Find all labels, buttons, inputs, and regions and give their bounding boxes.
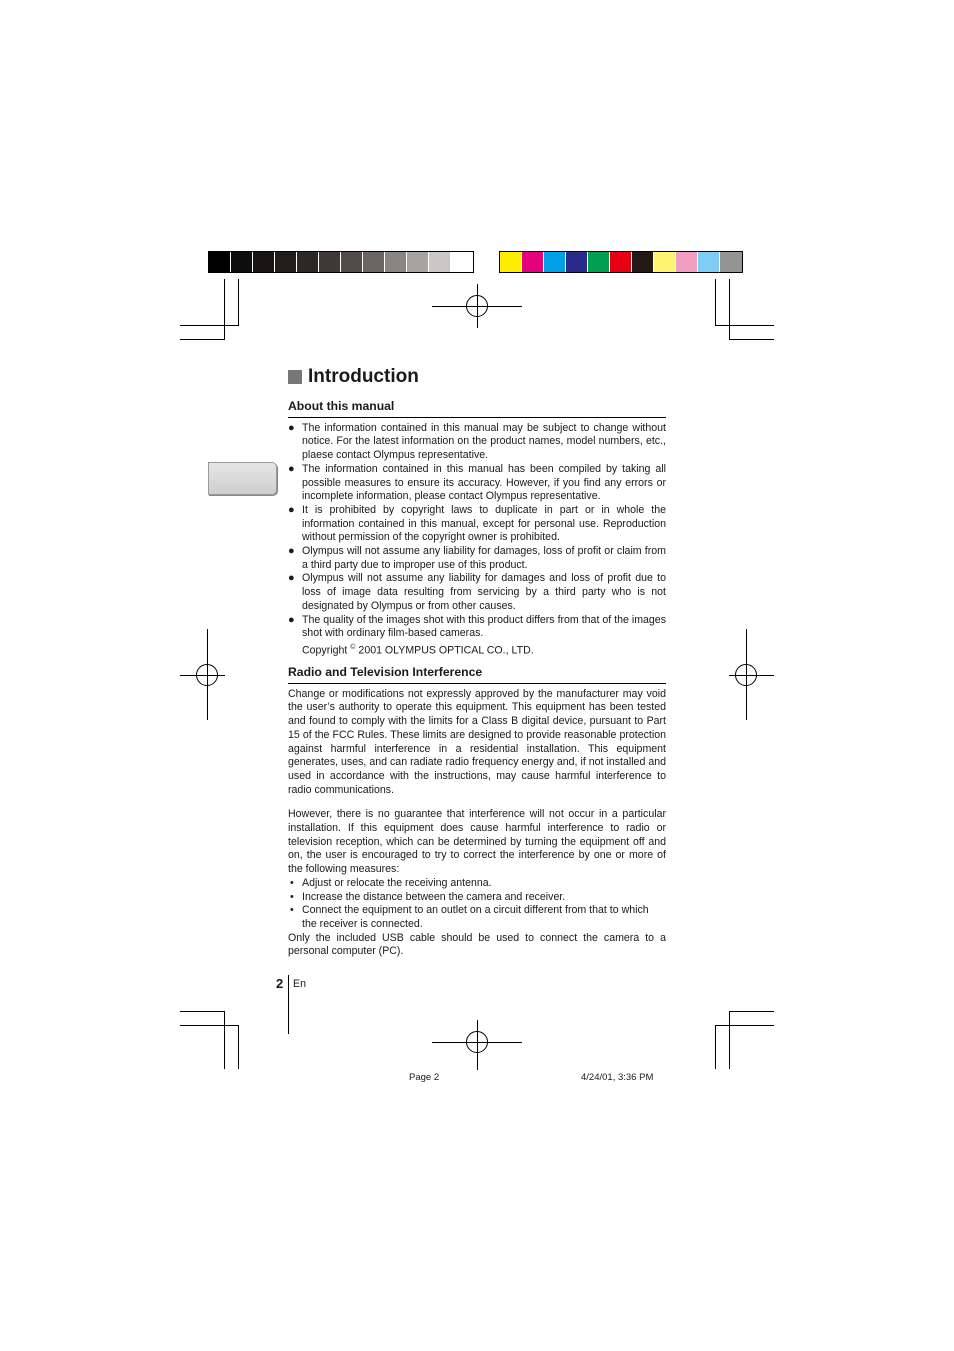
page-title-text: Introduction: [308, 366, 419, 387]
list-item: ● Olympus will not assume any liability for damages and loss of profit due to loss of image data resulting from servicing by a third party who is not designated by Olympus or from other causes.: [288, 572, 666, 613]
color-calibration-bar: [499, 251, 743, 273]
list-item: ● The information contained in this manual has been compiled by taking all possible measures to ensure its accuracy. However, if you find any errors or incomplete information, please contact Olympus representative.: [288, 463, 666, 504]
list-item: • Adjust or relocate the receiving antenna.: [288, 877, 666, 891]
color-swatch: [253, 252, 275, 272]
color-swatch: [429, 252, 451, 272]
measures-list: [288, 877, 666, 932]
radio-paragraph-2: However, there is no guarantee that interference will not occur in a particular installation. If this equipment does cause harmful interference to radio or television reception, which can be determined by turning the equipment off and on, the user is encouraged to try to correct the interference by one or more of the following measures:: [288, 808, 666, 876]
crop-mark: [715, 1025, 716, 1069]
color-swatch: [588, 252, 610, 272]
crop-mark: [180, 1025, 238, 1026]
radio-paragraph-3: Only the included USB cable should be used to connect the camera to a personal computer (PC).: [288, 931, 666, 958]
copyright-symbol: ©: [350, 643, 356, 651]
about-bullet-list: [288, 422, 666, 641]
color-swatch: [363, 252, 385, 272]
color-swatch: [676, 252, 698, 272]
crop-mark: [715, 279, 716, 326]
color-swatch: [407, 252, 429, 272]
radio-heading: Radio and Television Interference: [288, 666, 666, 684]
color-swatch: [566, 252, 588, 272]
about-section: [288, 400, 666, 658]
registration-target-circle: [466, 1031, 488, 1053]
color-swatch: [209, 252, 231, 272]
crop-mark: [238, 1025, 239, 1069]
crop-mark: [729, 279, 730, 340]
list-item: ● It is prohibited by copyright laws to duplicate in part or in whole the information contained in this manual, except for personal use. Reproduction without permission of the copyright owner is prohibited.: [288, 504, 666, 545]
color-swatch: [341, 252, 363, 272]
color-swatch: [610, 252, 632, 272]
color-swatch: [522, 252, 544, 272]
grayscale-calibration-bar: [208, 251, 474, 273]
color-swatch: [654, 252, 676, 272]
color-swatch: [451, 252, 473, 272]
crop-mark: [729, 1011, 774, 1012]
crop-mark: [715, 325, 774, 326]
slug-page: Page 2: [409, 1072, 440, 1083]
crop-mark: [180, 339, 225, 340]
registration-target-circle: [466, 295, 488, 317]
color-swatch: [275, 252, 297, 272]
chapter-tab: [208, 462, 277, 495]
radio-paragraph-1: Change or modifications not expressly approved by the manufacturer may void the user’s authority to operate this equipment. This equipment has been tested and found to comply with the limits for a Class B digital device, pursuant to Part 15 of the FCC Rules. These limits are designed to provide reasonable protection against harmful interference in a residential installation. This equipment generates, uses, and can radiate radio frequency energy and, if not installed and used in accordance with the instructions, may cause harmful interference to radio communications.: [288, 687, 666, 796]
language-label: En: [293, 978, 306, 990]
crop-mark: [715, 1025, 774, 1026]
copyright-line: [288, 641, 666, 658]
crop-mark: [180, 325, 238, 326]
crop-mark: [729, 1011, 730, 1069]
color-swatch: [231, 252, 253, 272]
color-swatch: [297, 252, 319, 272]
list-item: ● The information contained in this manual may be subject to change without notice. For the latest information on the product names, model numbers, etc., plaese contact Olympus representative.: [288, 422, 666, 463]
about-heading: About this manual: [288, 400, 666, 418]
color-swatch: [319, 252, 341, 272]
square-bullet-icon: [288, 370, 302, 384]
crop-mark: [238, 279, 239, 326]
list-item: • Increase the distance between the camera and receiver.: [288, 891, 666, 905]
color-swatch: [500, 252, 522, 272]
crop-mark: [729, 339, 774, 340]
list-item: ● The quality of the images shot with this product differs from that of the images shot with ordinary film-based cameras.: [288, 614, 666, 641]
copyright-prefix: Copyright: [302, 644, 348, 657]
color-swatch: [632, 252, 654, 272]
page-title: [288, 366, 419, 388]
footer-divider: [288, 975, 289, 1034]
crop-mark: [224, 279, 225, 340]
crop-mark: [224, 1011, 225, 1069]
list-item: ● Olympus will not assume any liability for damages, loss of profit or claim from a third party due to improper use of this product.: [288, 545, 666, 572]
page-number: 2: [276, 976, 284, 991]
color-swatch: [720, 252, 742, 272]
color-swatch: [544, 252, 566, 272]
list-item: • Connect the equipment to an outlet on a circuit different from that to which the receiver is connected.: [288, 904, 666, 931]
copyright-text: 2001 OLYMPUS OPTICAL CO., LTD.: [358, 644, 534, 657]
registration-target-circle: [196, 664, 218, 686]
slug-date: 4/24/01, 3:36 PM: [581, 1072, 654, 1083]
registration-target-circle: [735, 664, 757, 686]
crop-mark: [180, 1011, 225, 1012]
color-swatch: [385, 252, 407, 272]
color-swatch: [698, 252, 720, 272]
radio-section: [288, 666, 666, 959]
